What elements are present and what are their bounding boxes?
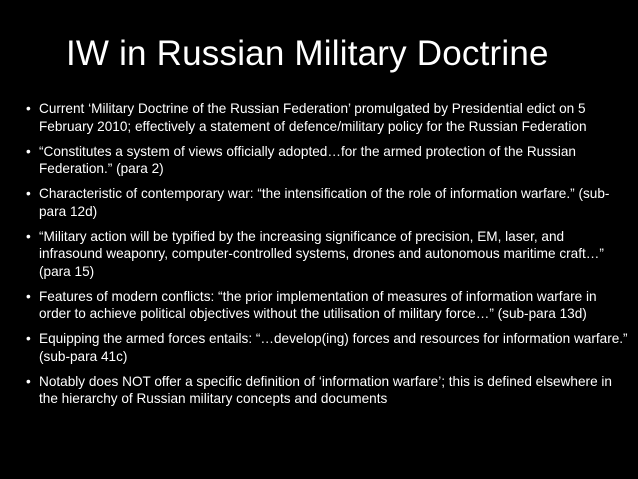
bullet-item-2	[26, 143, 630, 178]
bullet-item-6	[26, 330, 630, 365]
bullet-text-5: Features of modern conflicts: “the prior implementation of measures of information warfare in order to achieve political objectives without the utilisation of military force…” (sub-para 13d)	[39, 288, 597, 321]
bullet-text-6: Equipping the armed forces entails: “…develop(ing) forces and resources for information warfare.” (sub-para 41c)	[39, 331, 628, 364]
bullet-text-2: “Constitutes a system of views officially adopted…for the armed protection of the Russian Federation.” (para 2)	[39, 143, 576, 176]
bullet-dot-icon: •	[26, 373, 31, 389]
bullet-text-3: Characteristic of contemporary war: “the intensification of the role of information warfare.” (sub-para 12d)	[39, 186, 610, 219]
bullet-dot-icon: •	[26, 228, 31, 244]
bullet-dot-icon: •	[26, 143, 31, 159]
bullet-item-3	[26, 185, 630, 220]
bullet-item-1	[26, 100, 630, 135]
bullet-dot-icon: •	[26, 331, 31, 346]
bullet-list	[26, 100, 630, 415]
bullet-dot-icon: •	[26, 288, 31, 304]
slide-title: IW in Russian Military Doctrine	[66, 34, 549, 73]
bullet-text-7: Notably does NOT offer a specific definition of ‘information warfare’; this is defined elsewhere in the hierarchy of Russian military concepts and documents	[39, 373, 612, 406]
bullet-text-1: Current ‘Military Doctrine of the Russian Federation’ promulgated by Presidential edict on 5 February 2010; effectively a statement of defence/military policy for the Russian Federation	[39, 101, 587, 134]
bullet-item-5	[26, 288, 630, 323]
bullet-text-4: “Military action will be typified by the increasing significance of precision, EM, laser, and infrasound weaponry, computer-controlled systems, drones and autonomous maritime craft…” (para 15)	[39, 228, 604, 279]
bullet-item-7	[26, 373, 630, 408]
bullet-dot-icon: •	[26, 186, 31, 201]
bullet-dot-icon: •	[26, 101, 31, 116]
bullet-item-4	[26, 228, 630, 281]
